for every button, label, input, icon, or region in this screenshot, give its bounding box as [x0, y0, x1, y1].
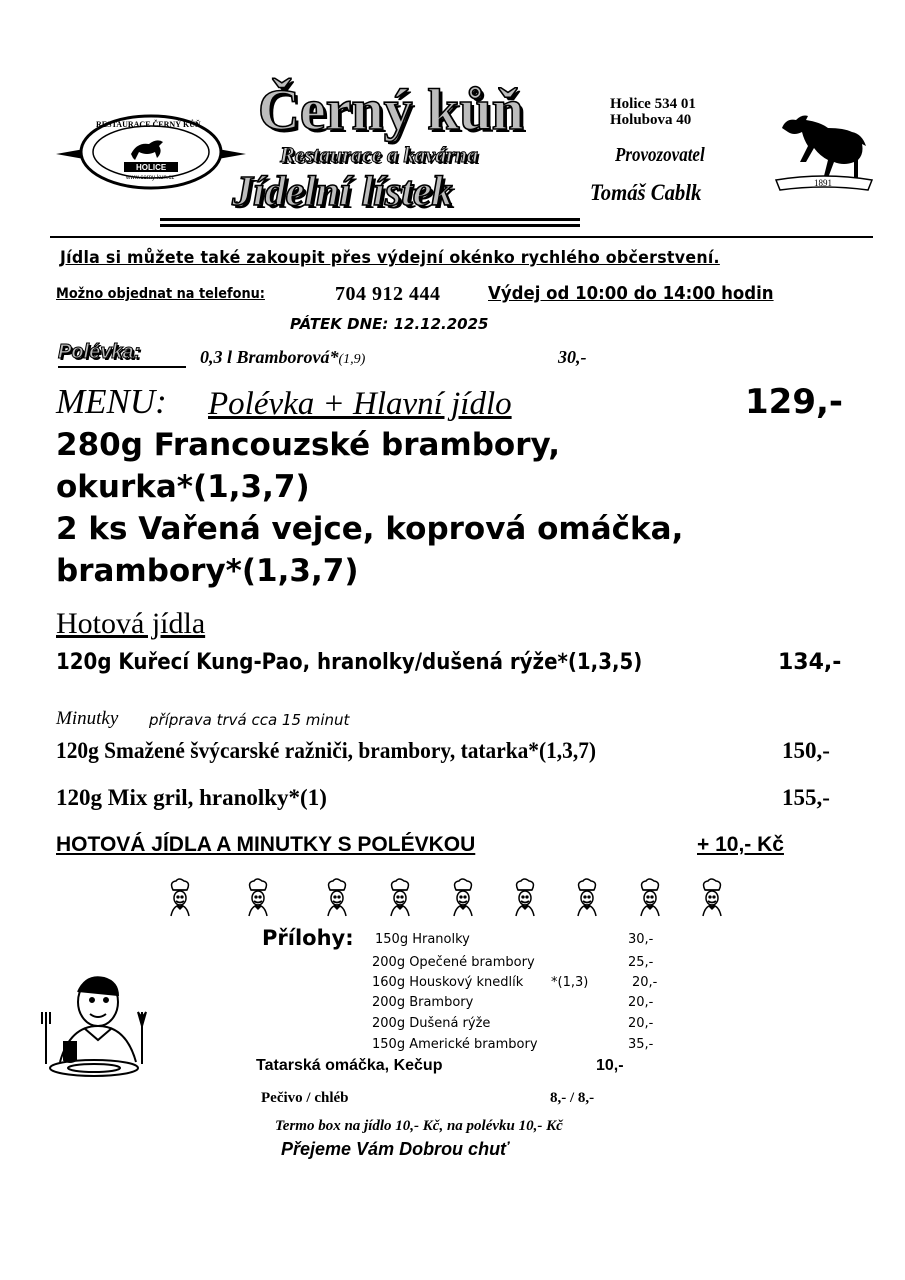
minutka-item: 120g Mix gril, hranolky*(1): [56, 785, 327, 810]
side-item-price: 25,-: [628, 955, 654, 970]
menu-combo: Polévka + Hlavní jídlo: [208, 386, 512, 422]
bread-item: Pečivo / chléb: [261, 1090, 349, 1106]
menu-price: 129,-: [745, 382, 843, 422]
logo-ring-text: RESTAURACE ČERNÝ KŮŇ: [96, 120, 201, 129]
bread-price: 8,- / 8,-: [550, 1090, 595, 1106]
order-label: Možno objednat na telefonu:: [56, 286, 265, 302]
restaurant-title: Černý kůň: [258, 77, 524, 142]
logo-web: www.cerny-kun.cz: [126, 175, 175, 181]
chef-icon: [635, 878, 665, 918]
address-line2: Holubova 40: [610, 112, 692, 128]
operator-label: Provozovatel: [615, 144, 705, 166]
side-item-price: 20,-: [628, 1016, 654, 1031]
diner-illustration: [30, 972, 154, 1084]
minutka-price: 155,-: [782, 785, 830, 810]
thermo-box-note: Termo box na jídlo 10,- Kč, na polévku 10,- Kč: [275, 1118, 563, 1134]
horse-year: 1891: [814, 178, 832, 188]
soup-allergens: (1,9): [338, 352, 366, 367]
side-item-price: 20,-: [628, 995, 654, 1010]
side-item-price: 30,-: [628, 932, 654, 947]
header-bottom-line: [50, 236, 873, 238]
takeaway-note: Jídla si můžete také zakoupit přes výdejní okénko rychlého občerstvení.: [60, 248, 720, 268]
horse-emblem: [768, 106, 876, 196]
chef-icon: [510, 878, 540, 918]
side-item-name: 150g Hranolky: [375, 932, 470, 947]
soup-label-underline: [58, 366, 186, 368]
sides-label: Přílohy:: [262, 926, 354, 950]
menu-date: PÁTEK DNE: 12.12.2025: [290, 315, 489, 333]
menu-label: MENU:: [56, 382, 167, 421]
surcharge-text: HOTOVÁ JÍDLA A MINUTKY S POLÉVKOU: [56, 833, 476, 856]
minutka-item: 120g Smažené švýcarské ražniči, brambory, tatarka*(1,3,7): [56, 738, 597, 763]
restaurant-subtitle: Restaurace a kavárna: [280, 142, 478, 167]
header-double-line: [160, 218, 580, 221]
menu-item-line: brambory*(1,3,7): [56, 553, 359, 589]
chef-icon: [448, 878, 478, 918]
chef-icon: [165, 878, 195, 918]
pickup-hours: Výdej od 10:00 do 14:00 hodin: [488, 283, 774, 304]
side-item-name: 160g Houskový knedlík: [372, 975, 524, 990]
menu-item-line: okurka*(1,3,7): [56, 469, 310, 505]
minutky-label: Minutky: [56, 708, 119, 729]
side-item-name: 150g Americké brambory: [372, 1037, 538, 1052]
sauce-price: 10,-: [596, 1057, 624, 1074]
sauce-item: Tatarská omáčka, Kečup: [256, 1057, 443, 1074]
menu-item-line: 280g Francouzské brambory,: [56, 427, 561, 463]
chef-icon: [697, 878, 727, 918]
chef-icon: [385, 878, 415, 918]
phone-number[interactable]: 704 912 444: [335, 283, 441, 305]
logo-town: HOLICE: [136, 163, 167, 172]
operator-name: Tomáš Cablk: [590, 180, 702, 205]
minutky-note: příprava trvá cca 15 minut: [149, 711, 350, 729]
side-item-name: 200g Brambory: [372, 995, 474, 1010]
chef-icon: [572, 878, 602, 918]
ready-meals-heading: Hotová jídla: [56, 607, 206, 640]
side-item-price: 20,-: [632, 975, 658, 990]
soup-item: [200, 347, 365, 368]
chef-icon: [243, 878, 273, 918]
chef-icon: [322, 878, 352, 918]
side-item-price: 35,-: [628, 1037, 654, 1052]
restaurant-logo: [56, 112, 246, 190]
side-item-allergens: *(1,3): [551, 975, 589, 990]
enjoy-wish: Přejeme Vám Dobrou chuť: [281, 1139, 509, 1159]
header-double-line: [160, 224, 580, 227]
side-item-name: 200g Dušená rýže: [372, 1016, 491, 1031]
soup-name: 0,3 l Bramborová*: [200, 347, 339, 367]
address-line1: Holice 534 01: [610, 96, 696, 112]
ready-meal-item: 120g Kuřecí Kung-Pao, hranolky/dušená rýže*(1,3,5): [56, 650, 643, 675]
minutka-price: 150,-: [782, 738, 830, 763]
menu-title: Jídelní lístek: [232, 169, 453, 215]
ready-meal-price: 134,-: [778, 650, 842, 675]
soup-price: 30,-: [558, 347, 587, 367]
surcharge-price: + 10,- Kč: [697, 833, 784, 856]
menu-item-line: 2 ks Vařená vejce, koprová omáčka,: [56, 511, 684, 547]
side-item-name: 200g Opečené brambory: [372, 955, 535, 970]
soup-label: Polévka:: [58, 341, 141, 363]
